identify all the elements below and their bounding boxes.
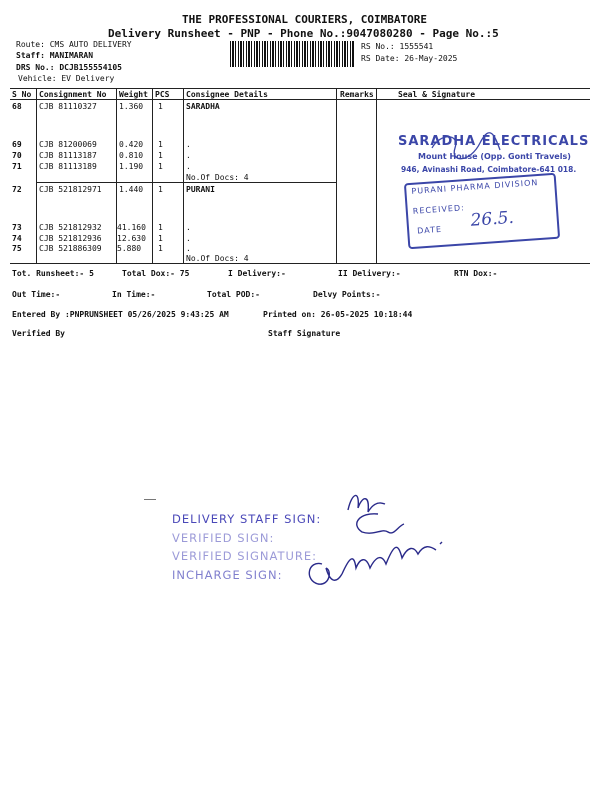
stamp-date-value: 26.5. [469,207,515,231]
barcode-image [230,41,354,67]
row-pcs: 1 [158,244,163,253]
col-divider [152,88,153,263]
verified-by: Verified By [12,329,65,338]
rtn-dox: RTN Dox:- [454,269,498,278]
delvy-points: Delvy Points:- [313,290,381,299]
col-divider [376,88,377,263]
col-header-remarks: Remarks [340,90,374,99]
tot-runsheet: Tot. Runsheet:- 5 [12,269,94,278]
col-header-consignee: Consignee Details [186,90,268,99]
row-detail: . [186,234,191,243]
col-header-seal: Seal & Signature [398,90,476,99]
row-pcs: 1 [158,140,163,149]
row-weight: 41.160 [117,223,146,232]
ii-delivery: II Delivery:- [338,269,401,278]
stamp-date-label: DATE [416,224,443,236]
row-sno: 72 [12,185,22,194]
row-weight: 1.440 [119,185,144,194]
col-header-sno: S No [12,90,32,99]
stamp-tick [144,499,156,500]
row-consignment: CJB 521812936 [39,234,102,243]
drs-label: DRS No.: DCJB155554105 [16,63,122,72]
col-divider [36,88,37,263]
row-consignment: CJB 81113187 [39,151,97,160]
row-weight: 0.810 [119,151,144,160]
row-weight: 1.360 [119,102,144,111]
row-detail: . [186,223,191,232]
row-consignment: CJB 81113189 [39,162,97,171]
row-weight: 1.190 [119,162,144,171]
staff-label: Staff: MANIMARAN [16,51,94,60]
row-sno: 73 [12,223,22,232]
col-divider [183,88,184,263]
row-pcs: 1 [158,162,163,171]
row-detail: . [186,151,191,160]
rs-date: RS Date: 26-May-2025 [361,54,458,63]
stamp-signature-scribble [400,128,570,183]
consignee-name: SARADHA [186,102,220,111]
row-sno: 75 [12,244,22,253]
table-bottom-border [10,263,590,264]
row-weight: 5.880 [117,244,142,253]
total-pod: Total POD:- [207,290,260,299]
row-weight: 12.630 [117,234,146,243]
entered-by: Entered By :PNPRUNSHEET 05/26/2025 9:43:25 AM [12,310,229,319]
row-pcs: 1 [158,151,163,160]
col-header-weight: Weight [119,90,148,99]
stamp-company: SARADHA ELECTRICALS [398,134,590,149]
table-top-border [10,88,590,89]
row-sno: 68 [12,102,22,111]
row-pcs: 1 [158,234,163,243]
row-consignment: CJB 81200069 [39,140,97,149]
row-sno: 71 [12,162,22,171]
vehicle-label: Vehicle: EV Delivery [18,74,115,83]
table-header-border [10,99,590,100]
verified-signature-label: VERIFIED SIGNATURE: [172,549,318,563]
col-header-consignment: Consignment No [39,90,107,99]
docs-count: No.Of Docs: 4 [186,254,249,263]
row-consignment: CJB 521886309 [39,244,102,253]
stamp-received-label: RECEIVED: [412,203,466,216]
row-detail: . [186,162,191,171]
delivery-staff-sign-label: DELIVERY STAFF SIGN: [172,512,322,526]
row-detail: . [186,244,191,253]
staff-signature-label: Staff Signature [268,329,341,338]
group-divider [36,182,336,183]
company-title: THE PROFESSIONAL COURIERS, COIMBATORE [182,13,428,26]
received-stamp-box [404,173,560,249]
total-dox: Total Dox:- 75 [122,269,190,278]
row-consignment: CJB 521812971 [39,185,102,194]
handwritten-signatures [290,484,470,599]
row-detail: . [186,140,191,149]
row-sno: 74 [12,234,22,243]
row-consignment: CJB 521812932 [39,223,102,232]
rs-no: RS No.: 1555541 [361,42,434,51]
col-header-pcs: PCS [155,90,170,99]
row-sno: 69 [12,140,22,149]
out-time: Out Time:- [12,290,61,299]
row-pcs: 1 [158,185,163,194]
in-time: In Time:- [112,290,156,299]
row-pcs: 1 [158,223,163,232]
docs-count: No.Of Docs: 4 [186,173,249,182]
row-consignment: CJB 81110327 [39,102,97,111]
row-pcs: 1 [158,102,163,111]
col-divider [336,88,337,263]
stamp-address-2: 946, Avinashi Road, Coimbatore-641 018. [401,165,577,174]
row-sno: 70 [12,151,22,160]
runsheet-title: Delivery Runsheet - PNP - Phone No.:9047080280 - Page No.:5 [108,27,499,40]
stamp-address-1: Mount House (Opp. Gonti Travels) [418,152,571,161]
i-delivery: I Delivery:- [228,269,286,278]
consignee-name: PURANI [186,185,215,194]
printed-on: Printed on: 26-05-2025 10:18:44 [263,310,413,319]
verified-sign-label: VERIFIED SIGN: [172,531,275,545]
row-weight: 0.420 [119,140,144,149]
incharge-sign-label: INCHARGE SIGN: [172,568,283,582]
route-label: Route: CMS AUTO DELIVERY [16,40,132,49]
stamp-division: PURANI PHARMA DIVISION [411,178,539,196]
